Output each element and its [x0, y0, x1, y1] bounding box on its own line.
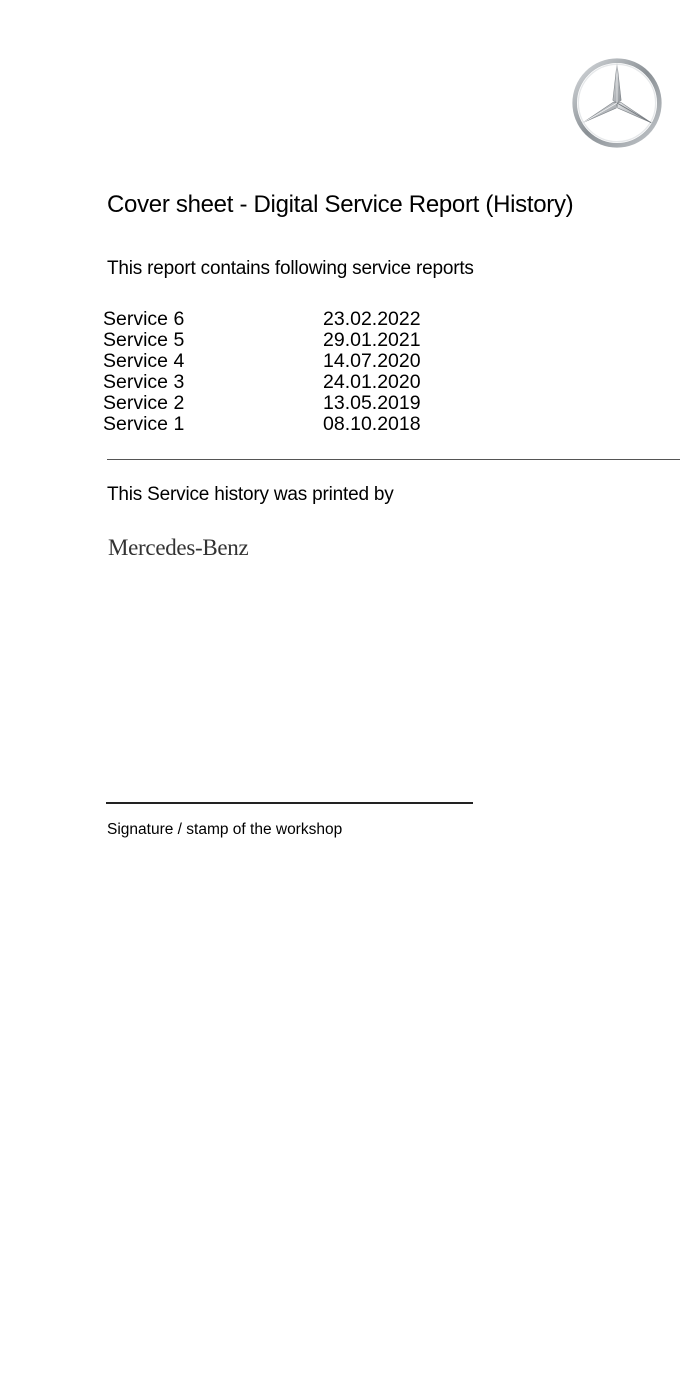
section-divider — [107, 459, 680, 460]
signature-line — [106, 802, 473, 804]
service-name: Service 4 — [103, 350, 185, 372]
list-item — [103, 309, 421, 330]
mercedes-star-logo-icon — [571, 57, 663, 149]
printed-by-heading: This Service history was printed by — [107, 484, 394, 505]
service-name: Service 1 — [103, 413, 185, 435]
service-date: 13.05.2019 — [323, 392, 421, 414]
service-date: 08.10.2018 — [323, 413, 421, 435]
service-name: Service 5 — [103, 329, 185, 351]
service-report-list — [103, 309, 421, 435]
signature-label: Signature / stamp of the workshop — [107, 821, 343, 838]
list-item — [103, 414, 421, 435]
list-item — [103, 372, 421, 393]
service-date: 14.07.2020 — [323, 350, 421, 372]
service-list-heading: This report contains following service reports — [107, 258, 474, 279]
page-title: Cover sheet - Digital Service Report (History) — [107, 191, 574, 218]
service-date: 23.02.2022 — [323, 308, 421, 330]
list-item — [103, 351, 421, 372]
service-name: Service 2 — [103, 392, 185, 414]
printed-by-name: Mercedes-Benz — [108, 535, 249, 560]
service-date: 29.01.2021 — [323, 329, 421, 351]
list-item — [103, 330, 421, 351]
service-date: 24.01.2020 — [323, 371, 421, 393]
service-name: Service 3 — [103, 371, 185, 393]
service-name: Service 6 — [103, 308, 185, 330]
list-item — [103, 393, 421, 414]
